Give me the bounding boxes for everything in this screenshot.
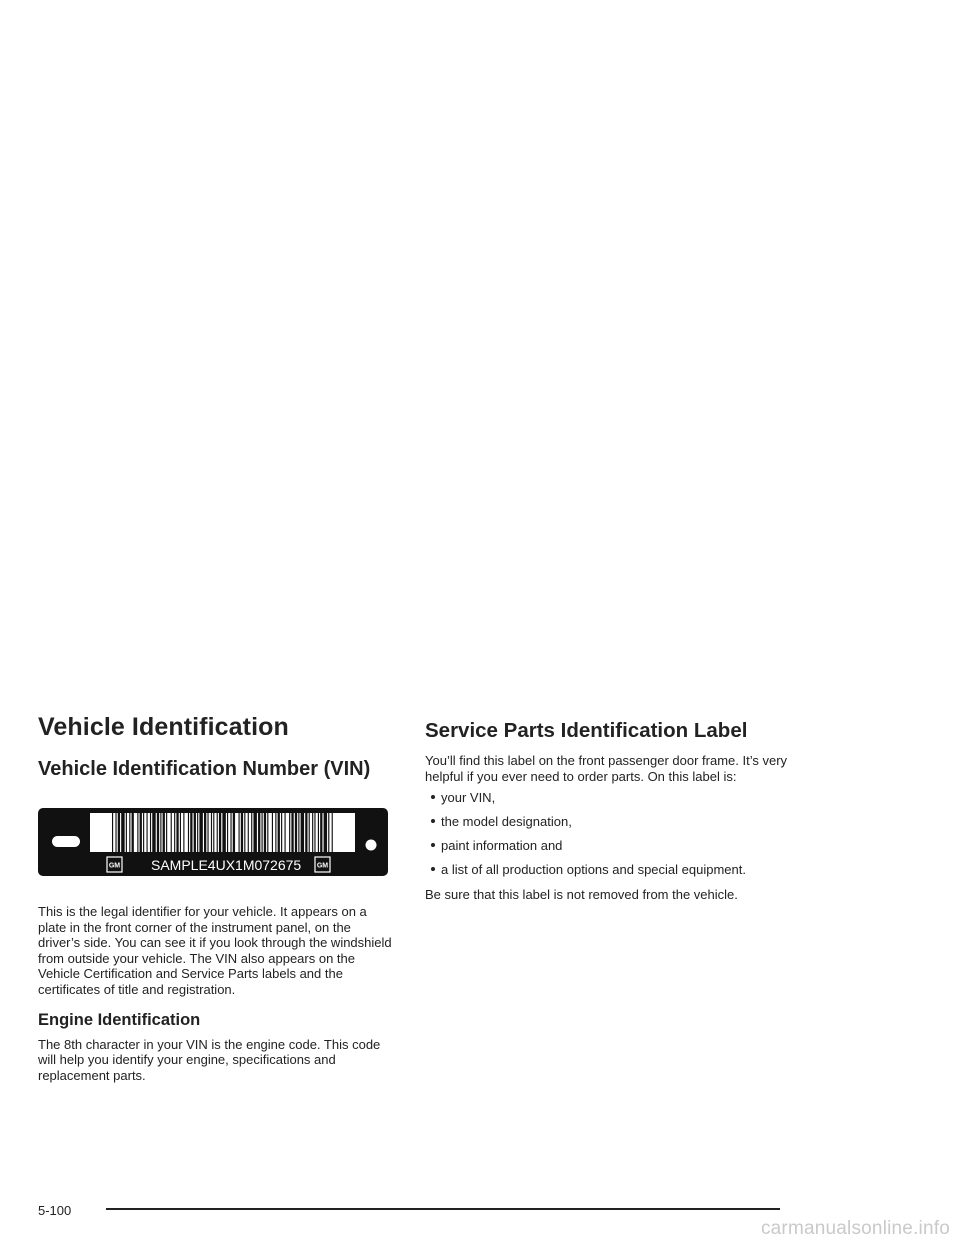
barcode-bar (152, 813, 155, 852)
barcode-bar (324, 813, 327, 852)
watermark: carmanualsonline.info (760, 1218, 950, 1239)
barcode-bar (258, 813, 260, 852)
service-parts-list (425, 790, 790, 878)
barcode-bar (137, 813, 138, 852)
barcode-bar (217, 813, 218, 852)
barcode-bar (281, 813, 282, 852)
vin-plate-illustration (38, 808, 388, 876)
barcode-bar (207, 813, 208, 852)
section-title: Vehicle Identification (38, 713, 289, 741)
barcode-bar (140, 813, 142, 852)
vin-paragraph: This is the legal identifier for your vehicle. It appears on a plate in the front corner of the instrument panel, on the driver’s side. You can see it if you look through the windshield from outside your vehicle. The VIN also appears on the Vehicle Certification and Service Parts labels and the certificates of title and registration. (38, 904, 392, 997)
barcode-bar (251, 813, 252, 852)
barcode-bar (298, 813, 299, 852)
barcode-bar (174, 813, 175, 852)
barcode-bar (199, 813, 202, 852)
barcode-left-quiet-zone (90, 813, 110, 852)
barcode-bar (166, 813, 167, 852)
barcode-bar (121, 813, 124, 852)
barcode-bar (188, 813, 189, 852)
barcode-bar (118, 813, 120, 852)
sample-vin-text: SAMPLE4UX1M072675 (151, 857, 302, 873)
barcode-bar (222, 813, 225, 852)
bullet-icon (431, 819, 435, 823)
barcode-bar (163, 813, 165, 852)
barcode-bar (211, 813, 212, 852)
bullet-icon (431, 843, 435, 847)
barcode-bar (301, 813, 304, 852)
barcode-bar (160, 813, 161, 852)
barcode-bar (272, 813, 273, 852)
barcode-bar (126, 813, 127, 852)
barcode-bar (285, 813, 286, 852)
barcode-bar (328, 813, 329, 852)
barcode-bar (176, 813, 178, 852)
barcode-bar (180, 813, 181, 852)
barcode-bar (213, 813, 214, 852)
list-item: paint information and (425, 838, 790, 854)
barcode-bar (241, 813, 243, 852)
barcode-bar (129, 813, 130, 852)
barcode-bar (115, 813, 116, 852)
barcode-bar (112, 813, 113, 852)
barcode-bar (291, 813, 293, 852)
barcode-bar (239, 813, 240, 852)
barcode-bar (305, 813, 307, 852)
barcode-bar (171, 813, 172, 852)
barcode-bar (204, 813, 206, 852)
bullet-icon (431, 795, 435, 799)
service-parts-heading: Service Parts Identification Label (425, 719, 748, 742)
barcode-bar (190, 813, 192, 852)
service-parts-intro: You’ll find this label on the front passenger door frame. It’s very helpful if you ever need to order parts. On this label is: (425, 753, 788, 784)
barcode-bar (264, 813, 266, 852)
barcode-right-quiet-zone (335, 813, 355, 852)
barcode-bar (244, 813, 245, 852)
list-item: a list of all production options and special equipment. (425, 862, 790, 878)
plate-slot (52, 836, 80, 847)
barcode-bar (150, 813, 151, 852)
barcode-bar (157, 813, 159, 852)
barcode-bar (143, 813, 144, 852)
bullet-icon (431, 867, 435, 871)
gm-logo-right: GM (316, 862, 329, 870)
barcode-bar (289, 813, 290, 852)
barcode-bar (314, 813, 315, 852)
barcode-bar (332, 813, 333, 852)
barcode-bar (219, 813, 221, 852)
barcode-bar (147, 813, 148, 852)
barcode-bar (275, 813, 276, 852)
plate-rivet-hole (366, 840, 377, 851)
barcode-bar (227, 813, 228, 852)
barcode-bar (295, 813, 297, 852)
barcode-bar (309, 813, 310, 852)
vin-heading: Vehicle Identification Number (VIN) (38, 758, 371, 780)
engine-heading: Engine Identification (38, 1010, 201, 1029)
barcode-bar (132, 813, 134, 852)
barcode-bar (262, 813, 263, 852)
right-column (425, 712, 790, 902)
engine-paragraph: The 8th character in your VIN is the engine code. This code will help you identify your engine, specifications and replacement parts. (38, 1036, 381, 1083)
barcode-bar (183, 813, 184, 852)
barcode-bar (312, 813, 313, 852)
service-parts-closing: Be sure that this label is not removed from the vehicle. (425, 886, 738, 902)
barcode-bar (230, 813, 231, 852)
page-number: 5-100 (38, 1203, 72, 1218)
barcode-bar (267, 813, 268, 852)
list-item: your VIN, (425, 790, 790, 806)
left-column (38, 712, 396, 1083)
barcode-bar (248, 813, 249, 852)
list-item: the model designation, (425, 814, 790, 830)
barcode-bar (278, 813, 280, 852)
barcode-bar (233, 813, 235, 852)
vin-barcode (110, 813, 335, 852)
gm-logo-left: GM (108, 862, 121, 870)
barcode-bar (320, 813, 322, 852)
barcode-bar (318, 813, 319, 852)
barcode-bar (253, 813, 256, 852)
barcode-bar (194, 813, 196, 852)
footer-rule (106, 1208, 780, 1210)
barcode-bar (197, 813, 198, 852)
